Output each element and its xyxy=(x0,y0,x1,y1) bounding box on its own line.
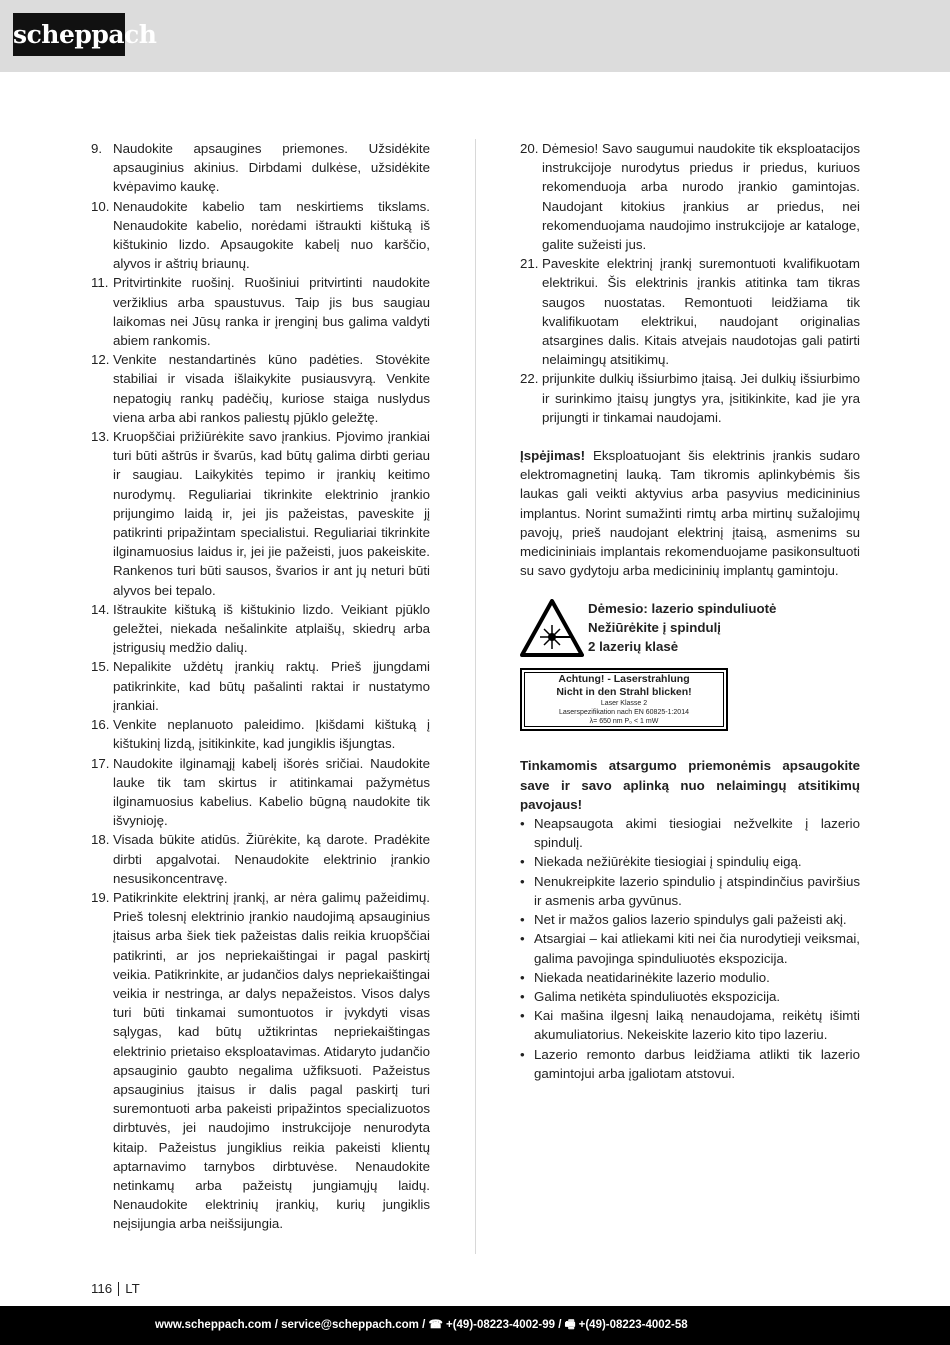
contact-line: www.scheppach.com / service@scheppach.com / ☎ +(49)-08223-4002-99 / 🖷 +(49)-08223-4002-58 xyxy=(155,1319,688,1331)
item-number: 20. xyxy=(520,141,539,156)
item-number: 11. xyxy=(91,275,109,291)
list-item-text: Galima netikėta spinduliuotės ekspozicija. xyxy=(534,988,781,1004)
laser-caption xyxy=(588,599,776,656)
page-header xyxy=(0,0,950,72)
item-number: 13. xyxy=(91,429,110,445)
left-column xyxy=(91,139,430,1234)
laser-caption-line2: Nežiūrėkite į spindulį xyxy=(588,620,721,636)
language-code: LT xyxy=(125,1281,140,1296)
page-number-block xyxy=(91,1281,140,1296)
item-text: Kruopščiai prižiūrėkite savo įrankius. Pjovimo įrankiai turi būti aštrūs ir švarūs, kad būtų galima dirbti geriau ir saugiau. Laikykitės tepimo ir įrankių keitimo nurodymų. Reguliariai tikrinkite elektrinio įrankio prijungimo laidą ir, jei jis pažeistas, paveskite jį patikrinti pripažintam specialistui. Reguliariai tikrinkite ilginamuosius laidus ir, jei jie pažeisti, juos pakeiskite. Rankenos turi būti sausos, švarios ir ant jų neturi būti alyvos bei tepalo. xyxy=(113,429,430,598)
numbered-item xyxy=(91,427,430,600)
list-item-text: Lazerio remonto darbus leidžiama atlikti tik lazerio gamintojui arba įgaliotam atstovui. xyxy=(534,1046,860,1081)
column-divider xyxy=(475,139,476,1254)
list-item-text: Neapsaugota akimi tiesiogiai nežvelkite į lazerio spindulį. xyxy=(534,816,860,851)
item-text: Nenaudokite kabelio tam neskirtiems tikslams. Nenaudokite kabelio, norėdami ištraukti kištuką iš kištukinio lizdo. Apsaugokite kabelį nuo karščio, alyvos ir aštrių briaunų. xyxy=(113,198,430,272)
bullet-icon: • xyxy=(520,931,525,947)
item-text: Naudokite apsaugines priemones. Užsidėkite apsauginius akinius. Dirbdami dulkėse, užsidėkite kvėpavimo kaukę. xyxy=(113,141,430,195)
label-line1: Achtung! - Laserstrahlung xyxy=(558,673,690,686)
bullet-icon: • xyxy=(520,1046,525,1062)
list-item-text: Nenukreipkite lazerio spindulio į atspindinčius paviršius ir asmenis arba gyvūnus. xyxy=(534,873,860,908)
list-item-text: Kai mašina ilgesnį laiką nenaudojama, reikėtų išimti akumuliatorius. Nekeiskite lazerio kito tipo lazeriu. xyxy=(534,1008,860,1043)
warning-text: Eksploatuojant šis elektrinis įrankis sudaro elektromagnetinį lauką. Tam tikromis aplinkybėmis šis laukas gali veikti aktyvius arba pasyvius medicininius implantus. Norint sumažinti rimtų arba mirtinų sužalojimų pavojų, prieš naudojant elektrinį įtaisą, asmenims su medicininiais implantais rekomenduojame pasikonsultuoti su savo gydytoju arba medicininių implantų gamintoju. xyxy=(520,448,860,579)
item-number: 15. xyxy=(91,659,110,675)
item-text: Pritvirtinkite ruošinį. Ruošiniui pritvirtinti naudokite veržiklius arba spaustuvus. Taip jis bus saugiau laikomas nei Jūsų ranka ir įrenginį bus galima valdyti abiem rankomis. xyxy=(113,275,430,349)
bullet-icon: • xyxy=(520,988,525,1004)
numbered-item xyxy=(91,754,430,831)
numbered-item xyxy=(91,350,430,427)
list-item xyxy=(520,987,860,1006)
item-number: 10. xyxy=(91,198,110,214)
item-number: 19. xyxy=(91,889,110,905)
right-item-list xyxy=(520,139,860,427)
numbered-item xyxy=(91,830,430,888)
item-number: 17. xyxy=(91,755,110,771)
page-number: 116 xyxy=(91,1281,113,1296)
bullet-icon: • xyxy=(520,873,525,889)
right-column xyxy=(520,139,860,1083)
label-line5: λ= 650 nm P₀ < 1 mW xyxy=(589,718,659,726)
item-text: Naudokite ilginamąjį kabelį išorės sričiai. Naudokite lauke tik tam skirtus ir atitinkamai pažymėtus ilginamuosius kabelius. Kabelio būgną naudokite tik išvynioję. xyxy=(113,755,430,829)
protection-heading: Tinkamomis atsargumo priemonėmis apsaugokite save ir savo aplinką nuo nelaimingų atsitikimų pavojaus! xyxy=(520,758,860,812)
list-item xyxy=(520,1006,860,1044)
list-item xyxy=(520,968,860,987)
list-item-text: Net ir mažos galios lazerio spindulys gali pažeisti akį. xyxy=(534,912,847,928)
numbered-item xyxy=(91,197,430,274)
item-number: 18. xyxy=(91,832,110,848)
laser-hazard-icon xyxy=(520,599,584,657)
bullet-icon: • xyxy=(520,912,525,928)
list-item-text: Niekada neatidarinėkite lazerio modulio. xyxy=(534,969,770,985)
laser-warning-block xyxy=(520,599,860,739)
item-text: Venkite nestandartinės kūno padėties. Stovėkite stabiliai ir visada išlaikykite pusiausvyrą. Venkite nepatogių rankų padėčių, kuriose staiga nuslydus viena arba abi rankos paliestų pjūklo geležtę. xyxy=(113,352,430,425)
laser-caption-line1: Dėmesio: lazerio spinduliuotė xyxy=(588,601,777,617)
list-item xyxy=(520,872,860,910)
list-item xyxy=(520,1045,860,1083)
contact-footer xyxy=(0,1306,950,1345)
laser-caption-line3: 2 lazerių klasė xyxy=(588,639,679,655)
warning-label: Įspėjimas! xyxy=(520,448,586,464)
page-number-separator xyxy=(118,1282,119,1296)
list-item-text: Atsargiai – kai atliekami kiti nei čia nurodytieji veiksmai, galima pavojinga spinduliuotės ekspozicija. xyxy=(534,931,860,966)
numbered-item xyxy=(520,369,860,427)
label-line3: Laser Klasse 2 xyxy=(600,700,648,708)
item-text: Venkite neplanuoto paleidimo. Įkišdami kištuką į kištukinį lizdą, įsitikinkite, kad jungiklis išjungtas. xyxy=(113,717,430,752)
bullet-icon: • xyxy=(520,969,525,985)
item-text: Ištraukite kištuką iš kištukinio lizdo. Veikiant pjūklo geležtei, niekada nešalinkite atplaišų, skiedrų arba įstrigusių medžio dalių. xyxy=(113,601,430,656)
warning-paragraph xyxy=(520,446,860,580)
laser-safety-list xyxy=(520,814,860,1083)
numbered-item xyxy=(91,888,430,1234)
item-number: 14. xyxy=(91,601,110,617)
list-item xyxy=(520,910,860,929)
numbered-item xyxy=(91,273,430,350)
bullet-icon: • xyxy=(520,854,525,870)
label-line4: Laserspezifikation nach EN 60825-1:2014 xyxy=(559,709,689,717)
item-number: 22. xyxy=(520,371,539,387)
numbered-item xyxy=(520,139,860,254)
numbered-item xyxy=(91,715,430,753)
item-number: 16. xyxy=(91,717,110,733)
numbered-item xyxy=(91,657,430,715)
laser-class-label xyxy=(520,668,728,731)
list-item-text: Niekada nežiūrėkite tiesiogiai į spindulių eigą. xyxy=(534,854,802,870)
numbered-item xyxy=(91,139,430,197)
list-item xyxy=(520,814,860,852)
bullet-icon: • xyxy=(520,816,525,832)
item-text: Nepalikite uždėtų įrankių raktų. Prieš įjungdami patikrinkite, kad būtų pašalinti raktai ir nustatymo įrankiai. xyxy=(113,659,430,713)
item-text: Dėmesio! Savo saugumui naudokite tik eksploatacijos instrukcijoje nurodytus priedus ir priedus, kuriuos rekomenduoja arba nurodo įrankio gamintojas. Naudojant kitokius įrankius ar priedus, nei rekomenduojama naudojimo instrukcijoje ar kataloge, galite sužeisti jus. xyxy=(542,141,860,253)
item-text: prijunkite dulkių išsiurbimo įtaisą. Jei dulkių išsiurbimo ir surinkimo įtaisų jungtys yra, įsitikinkite, kad jie yra prijungti ir tinkamai naudojami. xyxy=(542,371,860,425)
numbered-item xyxy=(91,600,430,658)
item-text: Visada būkite atidūs. Žiūrėkite, ką darote. Pradėkite dirbti apgalvotai. Nenaudokite elektrinio įrankio nesusikoncentravę. xyxy=(113,832,430,886)
brand-logo: scheppach xyxy=(13,13,125,56)
item-number: 9. xyxy=(91,141,103,156)
item-text: Paveskite elektrinį įrankį suremontuoti kvalifikuotam elektrikui. Šis elektrinis įrankis atitinka tam tikras saugos nuostatas. Remontuoti leidžiama tik kvalifikuotam elektrikui, naudojant originalias atsargines dalis. Kitais atvejais naudotojas gali patirti nelaimingų atsitikimų. xyxy=(542,256,860,368)
bullet-icon: • xyxy=(520,1008,525,1024)
item-text: Patikrinkite elektrinį įrankį, ar nėra galimų pažeidimų. Prieš tolesnį elektrinio įrankio naudojimą apsauginius įtaisus arba šiek tiek pažeistas dalis reikia kruopščiai patikrinti, ar jos nepriekaištingai ir pagal paskirtį veikia. Patikrinkite, ar judančios dalys nepriekaištingai veikia ir nestringa, ar dalys nepažeistos. Visos dalys turi būti tinkamai sumontuotos ir įvykdyti visas sąlygas, kad būtų užtikrintas nepriekaištingas elektrinio prietaiso eksploatavimas. Atidaryto judančio apsauginio gaubto negalima užfiksuoti. Pažeistus apsauginius įtaisus ir dalis pagal paskirtį turi suremontuoti arba pakeisti pripažintos specializuotos dirbtuvės, jei naudojimo instrukcijoje nenurodyta kitaip. Pažeistus jungiklius reikia pakeisti klientų aptarnavimo tarnybos dirbtuvėse. Nenaudokite netinkamų arba pažeistų jungiamųjų laidų. Nenaudokite elektrinių įrankių, kurių jungiklis neįsijungia arba neišsijungia. xyxy=(113,889,430,1232)
list-item xyxy=(520,929,860,967)
label-line2: Nicht in den Strahl blicken! xyxy=(556,686,692,699)
item-number: 12. xyxy=(91,352,110,368)
list-item xyxy=(520,852,860,871)
numbered-item xyxy=(520,254,860,369)
item-number: 21. xyxy=(520,256,539,272)
